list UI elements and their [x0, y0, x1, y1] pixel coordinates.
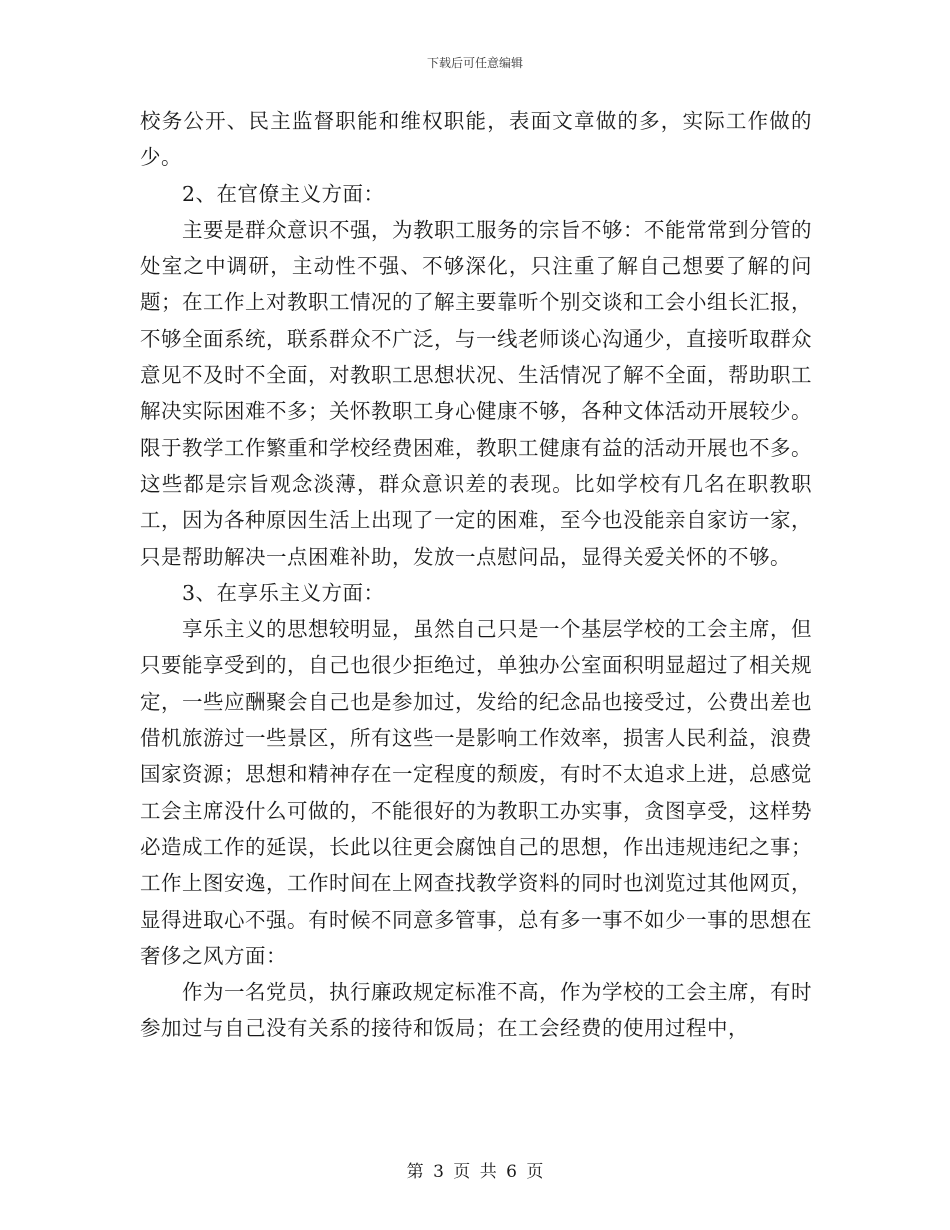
document-body	[140, 103, 812, 1047]
paragraph-hedonism: 享乐主义的思想较明显，虽然自己只是一个基层学校的工会主席，但只要能享受到的，自己也很少拒绝过，单独办公室面积明显超过了相关规定，一些应酬聚会自己也是参加过，发给的纪念品也接受过，公费出差也借机旅游过一些景区，所有这些一是影响工作效率，损害人民利益，浪费国家资源；思想和精神存在一定程度的颓废，有时不太追求上进，总感觉工会主席没什么可做的，不能很好的为教职工办实事，贪图享受，这样势必造成工作的延误，长此以往更会腐蚀自己的思想，作出违规违纪之事；工作上图安逸，工作时间在上网查找教学资料的同时也浏览过其他网页，显得进取心不强。有时候不同意多管事，总有多一事不如少一事的思想在奢侈之风方面：	[140, 617, 812, 968]
paragraph-bureaucratism: 主要是群众意识不强，为教职工服务的宗旨不够：不能常常到分管的处室之中调研，主动性不强、不够深化，只注重了解自己想要了解的问题；在工作上对教职工情况的了解主要靠听个别交谈和工会小组长汇报，不够全面系统，联系群众不广泛，与一线老师谈心沟通少，直接听取群众意见不及时不全面，对教职工思想状况、生活情况了解不全面，帮助职工解决实际困难不多；关怀教职工身心健康不够，各种文体活动开展较少。限于教学工作繁重和学校经费困难，教职工健康有益的活动开展也不多。这些都是宗旨观念淡薄，群众意识差的表现。比如学校有几名在职教职工，因为各种原因生活上出现了一定的困难，至今也没能亲自家访一家，只是帮助解决一点困难补助，发放一点慰问品，显得关爱关怀的不够。	[140, 217, 812, 569]
section-heading-hedonism: 3、在享乐主义方面：	[182, 580, 385, 605]
section-heading-bureaucratism: 2、在官僚主义方面：	[182, 181, 385, 206]
paragraph-continuation: 校务公开、民主监督职能和维权职能，表面文章做的多，实际工作做的少。	[140, 109, 812, 170]
page-header-note: 下载后可任意编辑	[426, 56, 523, 70]
paragraph-extravagance: 作为一名党员，执行廉政规定标准不高，作为学校的工会主席，有时参加过与自己没有关系的接待和饭局；在工会经费的使用过程中，	[140, 980, 812, 1041]
page-number-footer: 第 3 页 共 6 页	[406, 1162, 544, 1182]
